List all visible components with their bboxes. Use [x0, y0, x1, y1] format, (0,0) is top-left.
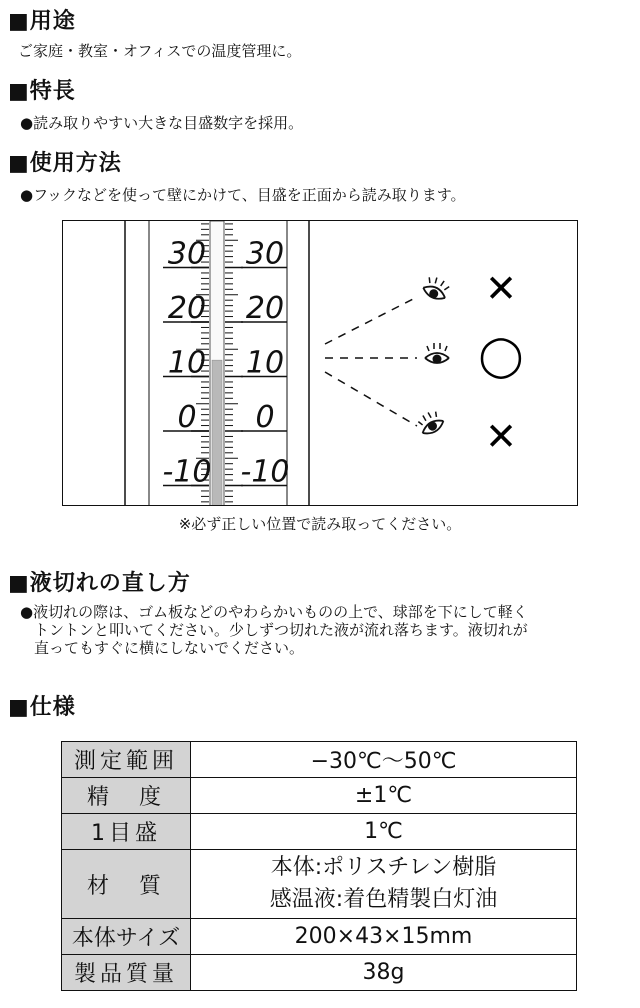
sight-line-bottom	[325, 372, 417, 426]
thermometer-illustration	[63, 221, 578, 506]
spec-value: 200×43×15mm	[191, 919, 577, 955]
scale-label: 30	[167, 236, 207, 272]
spec-row	[62, 955, 577, 991]
spec-value: ±1℃	[191, 778, 577, 814]
sight-line-top	[325, 297, 417, 344]
separation-paragraph	[20, 603, 630, 657]
separation-line: 直ってもすぐに横にしないでください。	[34, 639, 305, 657]
liquid-column	[212, 360, 222, 506]
correct-mark: ◯	[478, 333, 524, 379]
spec-value: 38g	[191, 955, 577, 991]
spec-value: −30℃〜50℃	[191, 742, 577, 778]
spec-row	[62, 814, 577, 850]
spec-label: 材 質	[62, 850, 191, 919]
wrong-mark-bottom: ✕	[485, 414, 517, 459]
purpose-text: ご家庭・教室・オフィスでの温度管理に。	[18, 42, 302, 60]
eye-icon-middle	[425, 343, 449, 364]
scale-label: 0	[255, 400, 275, 435]
separation-heading: ■液切れの直し方	[8, 571, 191, 596]
usage-heading: ■使用方法	[8, 151, 122, 176]
spec-row	[62, 778, 577, 814]
spec-label: 本体サイズ	[62, 919, 191, 955]
spec-value: 1℃	[191, 814, 577, 850]
scale-label: 0	[177, 400, 197, 435]
spec-label: 1目盛	[62, 814, 191, 850]
spec-row	[62, 919, 577, 955]
scale-label: -10	[240, 454, 290, 490]
eye-icon-bottom	[415, 408, 446, 437]
figure-caption: ※必ず正しい位置で読み取ってください。	[178, 515, 462, 533]
spec-row	[62, 742, 577, 778]
scale-label: 30	[245, 236, 285, 272]
spec-table	[61, 741, 577, 991]
eye-icon-top	[421, 274, 451, 303]
spec-heading: ■仕様	[8, 695, 76, 720]
scale-label: 20	[245, 291, 285, 326]
spec-label: 測定範囲	[62, 742, 191, 778]
spec-row	[62, 850, 577, 919]
spec-value-line: 本体:ポリスチレン樹脂	[270, 855, 497, 880]
features-heading: ■特長	[8, 79, 76, 104]
purpose-heading: ■用途	[8, 9, 76, 34]
spec-label: 製品質量	[62, 955, 191, 991]
reading-diagram	[62, 220, 578, 506]
spec-value	[191, 850, 577, 919]
wrong-mark-top: ✕	[485, 266, 517, 311]
features-text: ●読み取りやすい大きな目盛数字を採用。	[20, 114, 304, 132]
usage-text: ●フックなどを使って壁にかけて、目盛を正面から読み取ります。	[20, 186, 466, 204]
separation-line: ●液切れの際は、ゴム板などのやわらかいものの上で、球部を下にして軽く	[20, 603, 528, 621]
separation-line: トントンと叩いてください。少しずつ切れた液が流れ落ちます。液切れが	[34, 621, 528, 639]
scale-label: 10	[245, 345, 285, 381]
scale-label: 20	[167, 291, 207, 326]
spec-value-line: 感温液:着色精製白灯油	[269, 887, 498, 912]
spec-label: 精 度	[62, 778, 191, 814]
scale-label: 10	[167, 345, 207, 381]
scale-label: -10	[162, 454, 212, 490]
